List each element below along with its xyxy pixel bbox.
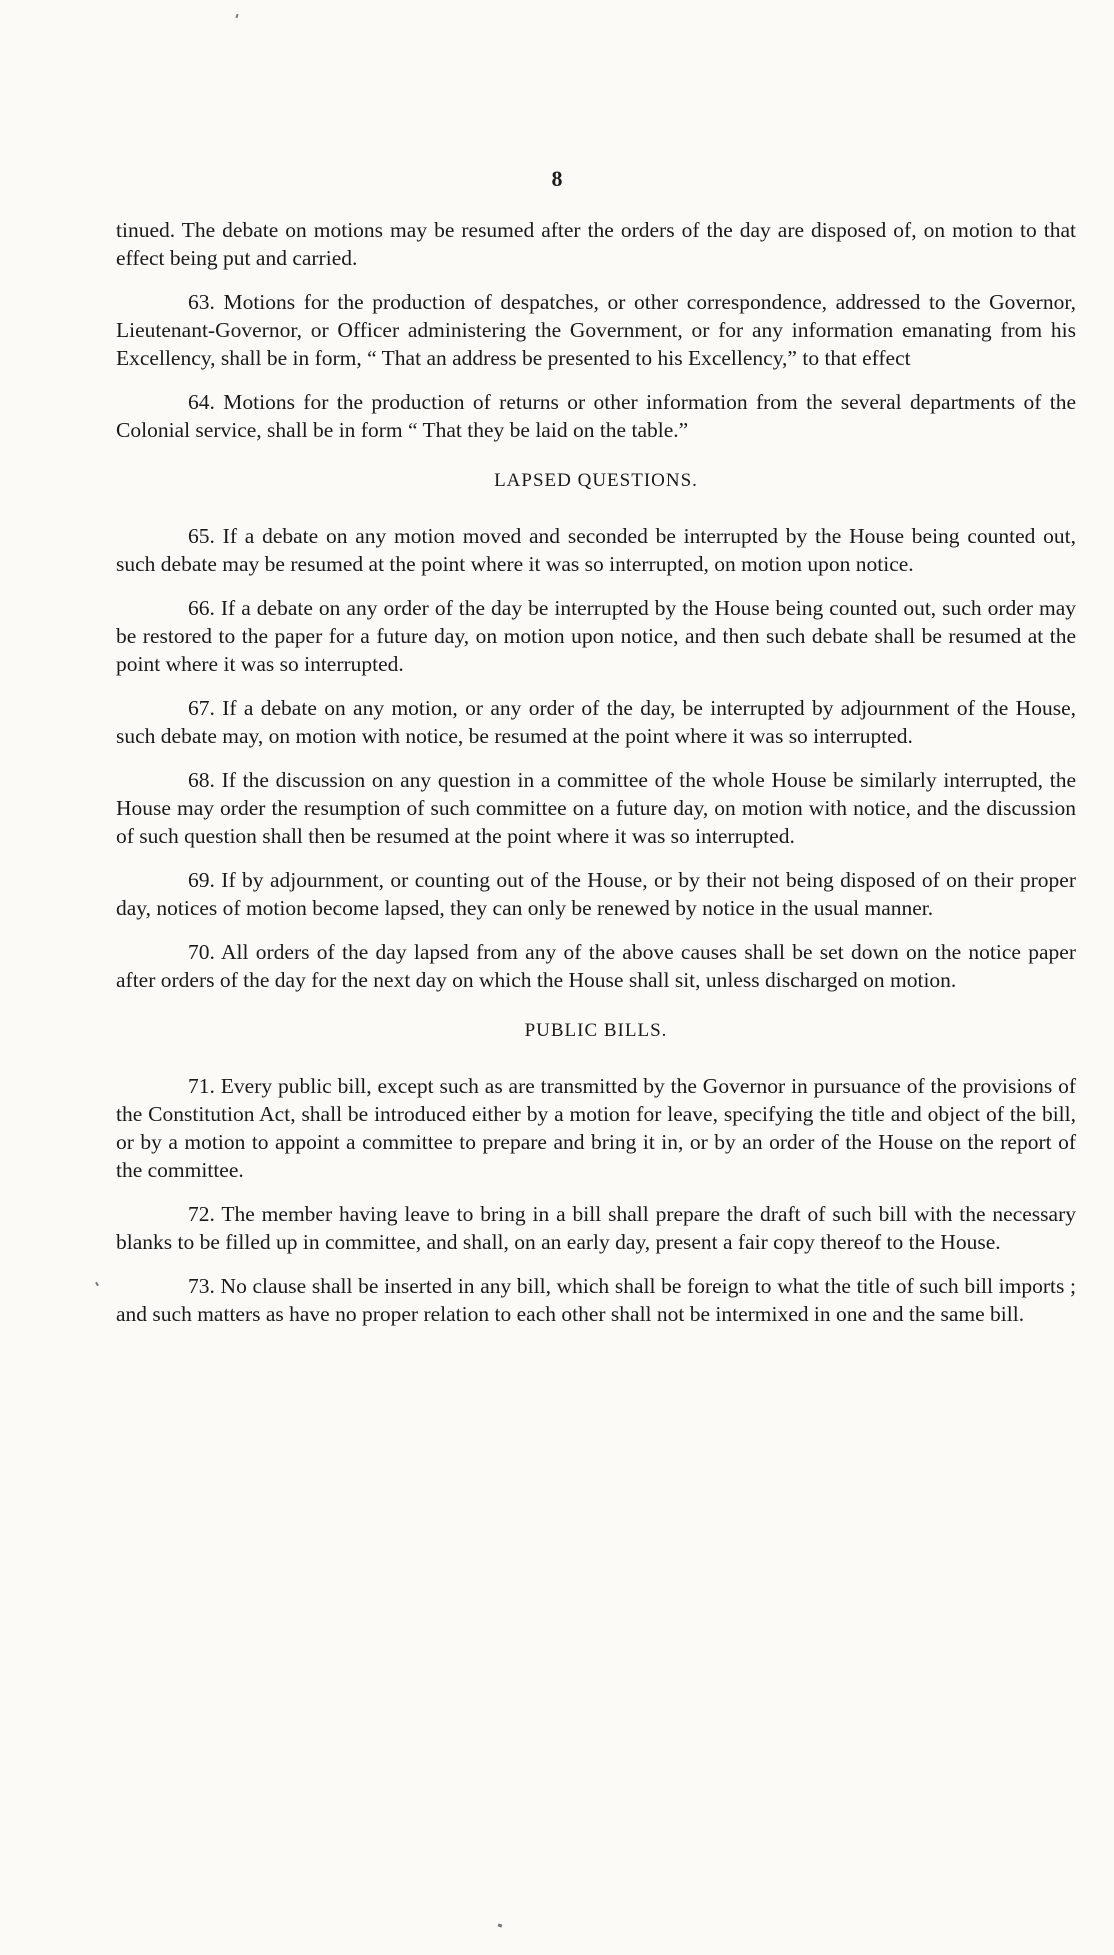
section-heading-public-bills: PUBLIC BILLS. (524, 1020, 668, 1041)
rule-number: 67. (188, 696, 215, 720)
paragraph-text: tinued. The debate on motions may be resumed after the orders of the day are disposed of, on motion to that effect being put and carried. (116, 218, 1076, 270)
scan-speck (95, 1282, 99, 1286)
scan-speck (235, 14, 238, 18)
rule-paragraph-71 (116, 1072, 1076, 1184)
rule-number: 70. (188, 940, 215, 964)
paragraph-continuation (116, 216, 1076, 272)
rule-paragraph-67 (116, 694, 1076, 750)
rule-number: 73. (188, 1274, 215, 1298)
page-number: 8 (551, 166, 563, 191)
paragraph-text: Motions for the production of despatches, or other correspondence, addressed to the Governor, Lieutenant-Governor, or Officer administering the Government, or for any information emanating from his Excellency, shall be in form, “ That an address be presented to his Excellency,” to that effect (116, 290, 1076, 370)
rule-number: 72. (188, 1202, 215, 1226)
rule-number: 65. (188, 524, 215, 548)
rule-number: 63. (188, 290, 215, 314)
rule-paragraph-70 (116, 938, 1076, 994)
rule-paragraph-69 (116, 866, 1076, 922)
paragraph-text: Every public bill, except such as are transmitted by the Governor in pursuance of the provisions of the Constitution Act, shall be introduced either by a motion for leave, specifying the title and object of the bill, or by a motion to appoint a committee to prepare and bring it in, or by an order of the House on the report of the committee. (116, 1074, 1077, 1182)
page-body (116, 216, 1076, 1344)
rule-number: 69. (188, 868, 215, 892)
paragraph-text: If by adjournment, or counting out of the House, or by their not being disposed of on their proper day, notices of motion become lapsed, they can only be renewed by notice in the usual manner. (116, 868, 1076, 920)
rule-paragraph-72 (116, 1200, 1076, 1256)
rule-number: 71. (188, 1074, 215, 1098)
paragraph-text: Motions for the production of returns or other information from the several departments of the Colonial service, shall be in form “ That they be laid on the table.” (116, 390, 1076, 442)
rule-paragraph-73 (116, 1272, 1076, 1328)
rule-number: 68. (188, 768, 215, 792)
scan-speck (498, 1923, 503, 1927)
rule-paragraph-68 (116, 766, 1076, 850)
rule-number: 64. (188, 390, 215, 414)
rule-paragraph-65 (116, 522, 1076, 578)
rule-paragraph-63 (116, 288, 1076, 372)
paragraph-text: If a debate on any order of the day be interrupted by the House being counted out, such order may be restored to the paper for a future day, on motion upon notice, and then such debate shall be resumed at the point where it was so interrupted. (116, 596, 1076, 676)
rule-paragraph-64 (116, 388, 1076, 444)
rule-number: 66. (188, 596, 215, 620)
paragraph-text: The member having leave to bring in a bill shall prepare the draft of such bill with the necessary blanks to be filled up in committee, and shall, on an early day, present a fair copy thereof to the House. (116, 1202, 1076, 1254)
rule-paragraph-66 (116, 594, 1076, 678)
paragraph-text: No clause shall be inserted in any bill, which shall be foreign to what the title of such bill imports ; and such matters as have no proper relation to each other shall not be intermixed in one and the same bill. (116, 1274, 1077, 1326)
paragraph-text: If a debate on any motion, or any order of the day, be interrupted by adjournment of the House, such debate may, on motion with notice, be resumed at the point where it was so interrupted. (116, 696, 1076, 748)
paragraph-text: If the discussion on any question in a committee of the whole House be similarly interrupted, the House may order the resumption of such committee on a future day, on motion with notice, and the discussion of such question shall then be resumed at the point where it was so interrupted. (116, 768, 1077, 848)
paragraph-text: If a debate on any motion moved and seconded be interrupted by the House being counted out, such debate may be resumed at the point where it was so interrupted, on motion upon notice. (116, 524, 1076, 576)
section-heading-lapsed-questions: LAPSED QUESTIONS. (494, 470, 698, 491)
paragraph-text: All orders of the day lapsed from any of the above causes shall be set down on the notice paper after orders of the day for the next day on which the House shall sit, unless discharged on motion. (116, 940, 1076, 992)
